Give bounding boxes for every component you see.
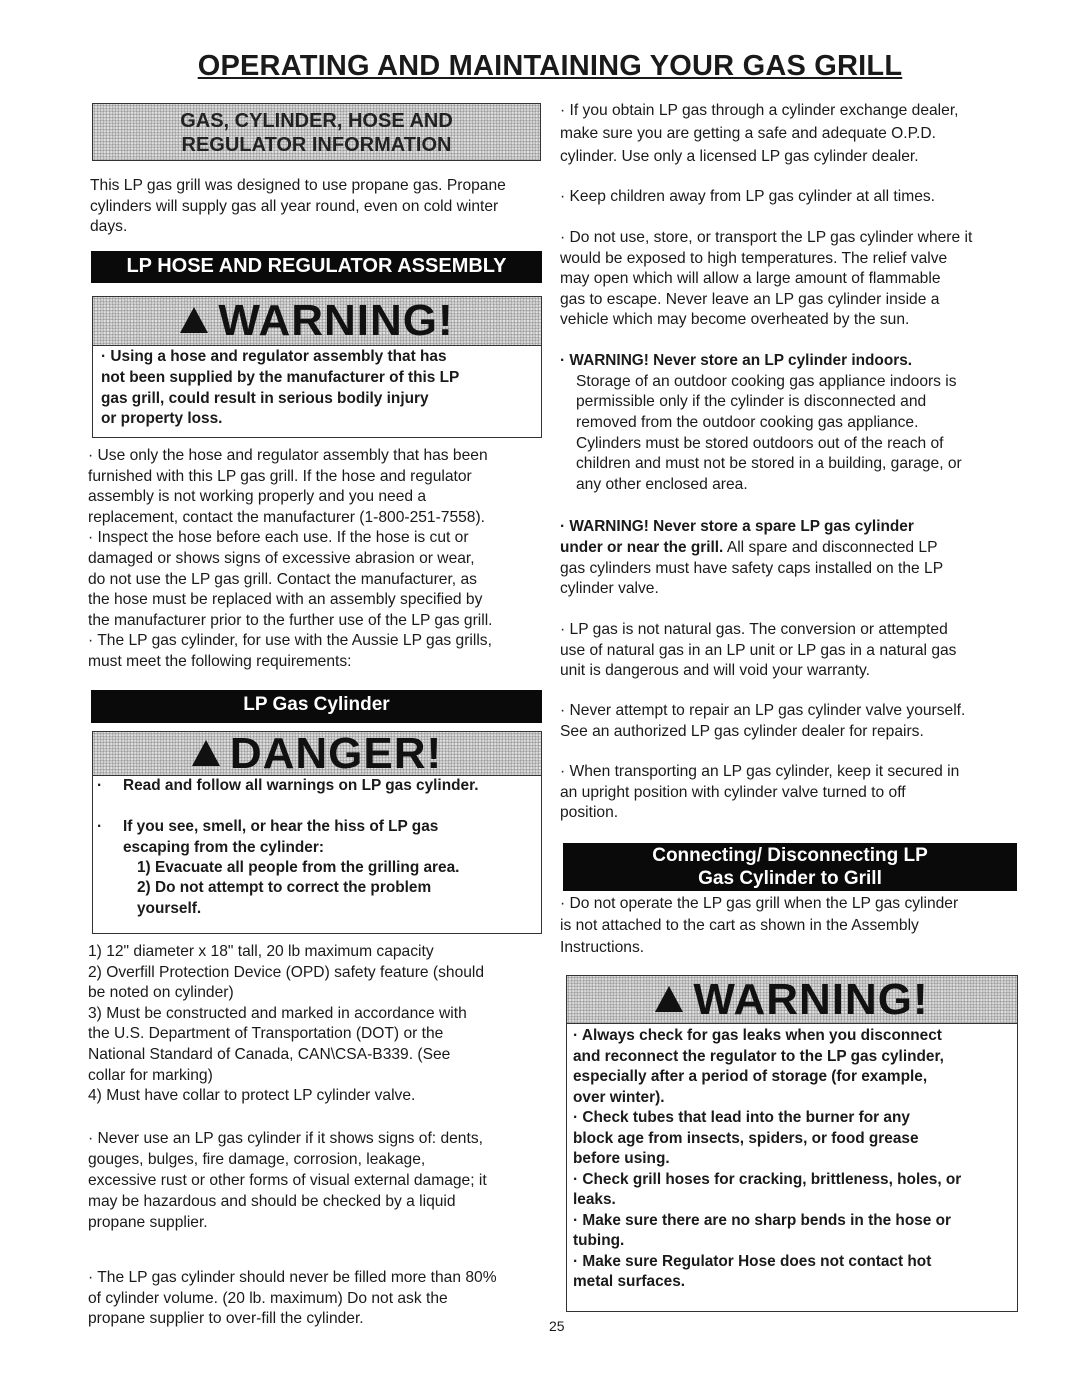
- transport-note: · When transporting an LP gas cylinder, keep it secured in an upright position with cylinder valve turned to off position.: [560, 763, 960, 822]
- page-number: 25: [549, 1318, 565, 1334]
- spare-cylinder-warning: [560, 517, 1030, 600]
- warning-banner-1: [92, 296, 542, 346]
- warning-title: WARNING!: [218, 296, 454, 345]
- cylinder-section-header: LP Gas Cylinder: [91, 690, 542, 723]
- indoors-warning-heading: · WARNING! Never store an LP cylinder indoors.: [560, 352, 913, 369]
- intro-paragraph: This LP gas grill was designed to use propane gas. Propane cylinders will supply gas all year round, even on cold winter days.: [90, 177, 506, 236]
- hose-bullets: · Use only the hose and regulator assembly that has been furnished with this LP gas grill. If the hose and regulator assembly is not working properly and you need a replacement, contact the manufacturer (1-800-251-7558). · Inspect the hose before each use. If the hose is cut or damaged or shows signs of excessive abrasion or wear, do not use the LP gas grill. Contact the manufacturer, as the hose must be replaced with an assembly specified by the manufacturer prior to the further use of the LP gas grill. · The LP gas cylinder, for use with the Aussie LP gas grills, must meet the following requirements:: [88, 447, 493, 670]
- danger-step-2: 2) Do not attempt to correct the problem yourself.: [137, 879, 432, 917]
- danger-body: [92, 776, 542, 934]
- natural-gas-note: · LP gas is not natural gas. The conversion or attempted use of natural gas in an LP unit or LP gas in a natural gas unit is dangerous and will void your warranty.: [560, 621, 957, 680]
- danger-title: DANGER!: [229, 729, 443, 778]
- cylinder-requirements: 1) 12" diameter x 18" tall, 20 lb maximum capacity 2) Overfill Protection Device (OPD) safety feature (should be noted on cylinder) 3) Must be constructed and marked in accordance with the U.S. Department of Transportation (DOT) or the National Standard of Canada, CAN\CSA-B339. (See collar for marking) 4) Must have collar to protect LP cylinder valve.: [88, 943, 485, 1105]
- spare-warning-heading: · WARNING! Never store a spare LP gas cylinder under or near the grill.: [560, 518, 914, 556]
- bullet: ·: [97, 777, 103, 794]
- heat-note: · Do not use, store, or transport the LP gas cylinder where it would be exposed to high temperatures. The relief valve may open which will allow a large amount of flammable gas to escape. Never leave an LP gas cylinder inside a vehicle which may become overheated by the sun.: [560, 229, 973, 329]
- warning-body-2: · Always check for gas leaks when you disconnect and reconnect the regulator to the LP gas cylinder, especially after a period of storage (for example, over winter). · Check tubes that lead into the burner for any block age from insects, spiders, or food grease before using. · Check grill hoses for cracking, brittleness, holes, or leaks. · Make sure there are no sharp bends in the hose or tubing. · Make sure Regulator Hose does not contact hot metal surfaces.: [566, 1024, 1018, 1312]
- indoors-warning: [560, 351, 1030, 495]
- indoors-warning-text: Storage of an outdoor cooking gas appliance indoors is permissible only if the cylinder is disconnected and removed from the outdoor cooking gas appliance. Cylinders must be stored outdoors out of the reach of children and must not be stored in a building, garage, or any other enclosed area.: [576, 372, 962, 493]
- danger-step-1: 1) Evacuate all people from the grilling area.: [137, 859, 460, 876]
- info-section-header: GAS, CYLINDER, HOSE AND REGULATOR INFORMATION: [92, 103, 541, 161]
- children-note: · Keep children away from LP gas cylinder at all times.: [560, 188, 935, 205]
- operate-note: · Do not operate the LP gas grill when the LP gas cylinder is not attached to the cart as shown in the Assembly Instructions.: [560, 895, 959, 956]
- never-use-damaged-cylinder: · Never use an LP gas cylinder if it shows signs of: dents, gouges, bulges, fire damage, corrosion, leakage, excessive rust or other forms of visual external damage; it may be hazardous and should be checked by a liquid propane supplier.: [88, 1130, 487, 1231]
- hose-section-header: LP HOSE AND REGULATOR ASSEMBLY: [91, 251, 542, 283]
- warning-triangle-icon: [180, 307, 208, 333]
- exchange-dealer-note: · If you obtain LP gas through a cylinder exchange dealer, make sure you are getting a safe and adequate O.P.D. cylinder. Use only a licensed LP gas cylinder dealer.: [560, 102, 959, 165]
- warning-body-1: · Using a hose and regulator assembly that has not been supplied by the manufacturer of this LP gas grill, could result in serious bodily injury or property loss.: [92, 346, 542, 438]
- warning-triangle-icon: [655, 986, 683, 1012]
- never-overfill: · The LP gas cylinder should never be filled more than 80% of cylinder volume. (20 lb. maximum) Do not ask the propane supplier to over-fill the cylinder.: [88, 1269, 497, 1328]
- warning-title: WARNING!: [693, 975, 929, 1024]
- danger-item-1: Read and follow all warnings on LP gas cylinder.: [123, 777, 479, 794]
- danger-banner: [92, 731, 542, 776]
- repair-note: · Never attempt to repair an LP gas cylinder valve yourself. See an authorized LP gas cylinder dealer for repairs.: [560, 702, 966, 740]
- danger-item-2: If you see, smell, or hear the hiss of LP gas escaping from the cylinder:: [123, 818, 439, 856]
- page-title: OPERATING AND MAINTAINING YOUR GAS GRILL: [197, 50, 903, 82]
- warning-banner-2: [566, 975, 1018, 1024]
- bullet: ·: [97, 818, 103, 835]
- spare-warning-text: All spare and disconnected LP gas cylinders must have safety caps installed on the LP cylinder valve.: [560, 538, 944, 598]
- warning-triangle-icon: [192, 740, 220, 766]
- connecting-section-header: Connecting/ Disconnecting LP Gas Cylinder to Grill: [563, 843, 1017, 891]
